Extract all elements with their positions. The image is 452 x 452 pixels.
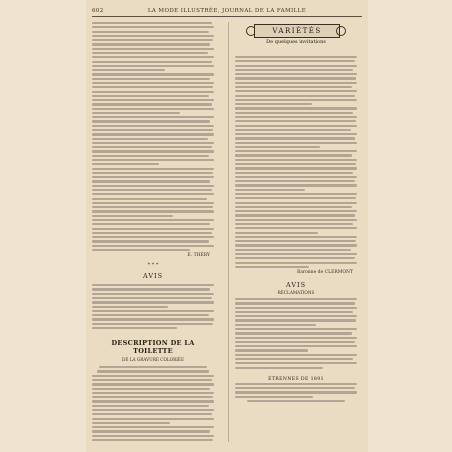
description-subtitle: DE LA GRAVURE COLORIÉE (121, 357, 185, 363)
right-signature: Baronne de CLERMONT (296, 270, 353, 276)
right-avis-title: AVIS (285, 281, 307, 290)
left-column (92, 22, 214, 442)
left-avis-title: AVIS (142, 272, 164, 281)
right-avis-subtitle: RÉCLAMATIONS (277, 290, 315, 296)
left-article-body (92, 22, 214, 251)
right-avis-body (235, 298, 357, 369)
section-separator-stars: * * * (147, 262, 159, 269)
varietes-article-body (235, 56, 357, 268)
description-title: DESCRIPTION DE LA TOILETTE (111, 339, 195, 356)
right-column (235, 22, 357, 442)
etrennes-title: ÉTRENNES DE 1891 (268, 376, 324, 382)
left-avis-body (92, 284, 214, 329)
description-body (92, 366, 214, 442)
varietes-subtitle: De quelques invitations (266, 39, 326, 45)
page-number: 602 (92, 8, 104, 14)
column-divider (228, 22, 229, 442)
varietes-masthead (246, 22, 346, 50)
ornament-right-icon (336, 26, 346, 36)
header-rule (92, 16, 362, 17)
journal-title: LA MODE ILLUSTRÉE, JOURNAL DE LA FAMILLE (147, 8, 307, 14)
left-signature: E. THÉRY (187, 253, 210, 259)
varietes-banner: VARIÉTÉS (254, 24, 340, 38)
etrennes-body (235, 383, 357, 402)
